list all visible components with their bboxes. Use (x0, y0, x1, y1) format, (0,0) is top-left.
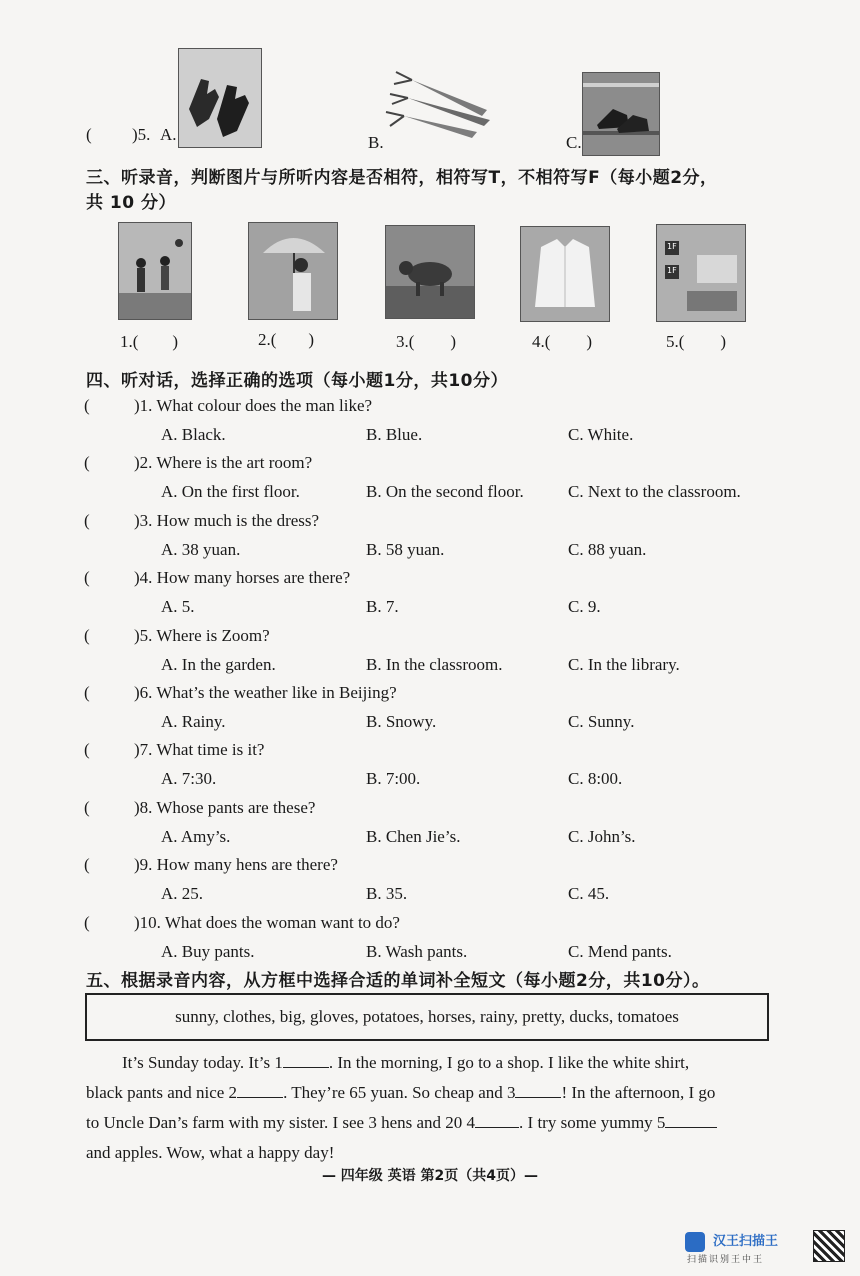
question-number: )5. (132, 125, 151, 144)
option-c[interactable]: C. 9. (568, 597, 601, 616)
option-c[interactable]: C. John’s. (568, 827, 636, 846)
passage-line-4: and apples. Wow, what a happy day! (86, 1143, 335, 1162)
blank-2[interactable] (237, 1097, 283, 1098)
section4-title: 四、听对话，选择正确的选项（每小题1分，共10分） (86, 371, 508, 391)
option-b[interactable]: B. 7:00. (366, 769, 421, 788)
option-a[interactable]: A. Buy pants. (161, 942, 255, 961)
shoes-icon (583, 73, 659, 155)
gloves-image (178, 48, 262, 148)
picture-label-4: 4.( ) (532, 332, 593, 351)
option-a[interactable]: A. Black. (161, 425, 226, 444)
question-text: )5. Where is Zoom? (134, 626, 270, 645)
blank-5[interactable] (665, 1127, 717, 1128)
basketball-image (118, 222, 192, 320)
word-box (85, 993, 769, 1041)
option-b[interactable]: B. Chen Jie’s. (366, 827, 461, 846)
option-c[interactable]: C. Mend pants. (568, 942, 672, 961)
answer-paren-open: ( (86, 125, 92, 144)
girl-with-umbrella-icon (249, 223, 337, 319)
carrots-icon (382, 68, 492, 148)
option-b[interactable]: B. Blue. (366, 425, 423, 444)
carrots-image (382, 68, 492, 148)
question-text: )10. What does the woman want to do? (134, 913, 400, 932)
passage-line-2: black pants and nice 2 . They’re 65 yuan. So cheap and 3 ! In the afternoon, I go (86, 1083, 716, 1102)
watermark-tagline: 扫描识别王中王 (687, 1255, 765, 1265)
option-b[interactable]: B. In the classroom. (366, 655, 503, 674)
question-text: )9. How many hens are there? (134, 855, 338, 874)
qr-code-icon (813, 1230, 845, 1262)
answer-paren[interactable]: ( (84, 740, 90, 759)
cow-image (385, 225, 475, 319)
question-text: )8. Whose pants are these? (134, 798, 316, 817)
answer-paren[interactable]: ( (84, 626, 90, 645)
section3-title-line2: 共 10 分） (86, 193, 176, 213)
option-c[interactable]: C. In the library. (568, 655, 680, 674)
passage-line-3: to Uncle Dan’s farm with my sister. I see 3 hens and 20 4 . I try some yummy 5 (86, 1108, 776, 1137)
option-a[interactable]: A. 25. (161, 884, 204, 903)
section3-title-line1: 三、听录音，判断图片与所听内容是否相符，相符写T，不相符写F（每小题2分， (86, 168, 718, 188)
blank-1[interactable] (283, 1067, 329, 1068)
question-text: )3. How much is the dress? (134, 511, 320, 530)
question-text: )7. What time is it? (134, 740, 265, 759)
option-c[interactable]: C. 45. (568, 884, 610, 903)
basketball-players-icon (119, 223, 191, 319)
gloves-icon (179, 49, 261, 147)
cow-icon (386, 226, 474, 318)
option-a[interactable]: A. 7:30. (161, 769, 217, 788)
picture-label-3: 3.( ) (396, 332, 457, 351)
page-footer: — 四年级 英语 第2页（共4页）— (321, 1168, 539, 1184)
watermark-name: 汉王扫描王 (713, 1234, 779, 1249)
question-text: )4. How many horses are there? (134, 568, 351, 587)
option-c[interactable]: C. 8:00. (568, 769, 623, 788)
question-text: )1. What colour does the man like? (134, 396, 373, 415)
white-shirt-icon (521, 227, 609, 321)
option-c-label: C. (566, 133, 582, 152)
option-b[interactable]: B. 35. (366, 884, 408, 903)
option-c[interactable]: C. Next to the classroom. (568, 482, 741, 501)
option-a[interactable]: A. In the garden. (161, 655, 276, 674)
picture-label-2: 2.( ) (258, 330, 315, 349)
word-bank: sunny, clothes, big, gloves, potatoes, horses, rainy, pretty, ducks, tomatoes (175, 1007, 679, 1026)
scanner-logo-icon (685, 1232, 705, 1252)
option-a[interactable]: A. Rainy. (161, 712, 226, 731)
answer-paren[interactable]: ( (84, 798, 90, 817)
section5-title: 五、根据录音内容，从方框中选择合适的单词补全短文（每小题2分，共10分）。 (86, 971, 710, 991)
shirt-image (520, 226, 610, 322)
answer-paren[interactable]: ( (84, 855, 90, 874)
answer-paren[interactable]: ( (84, 913, 90, 932)
answer-paren[interactable]: ( (84, 511, 90, 530)
option-a[interactable]: A. On the first floor. (161, 482, 300, 501)
option-b[interactable]: B. Wash pants. (366, 942, 468, 961)
classroom-image (656, 224, 746, 322)
option-b[interactable]: B. 7. (366, 597, 399, 616)
option-c[interactable]: C. Sunny. (568, 712, 635, 731)
scanner-watermark (687, 1230, 808, 1270)
option-c[interactable]: C. White. (568, 425, 634, 444)
option-a[interactable]: A. Amy’s. (161, 827, 231, 846)
answer-paren[interactable]: ( (84, 568, 90, 587)
blank-4[interactable] (475, 1127, 519, 1128)
passage-line-1: It’s Sunday today. It’s 1 . In the morning, I go to a shop. I like the white shirt, (122, 1053, 690, 1072)
option-b-label: B. (368, 133, 384, 152)
floor-sign: 1F (667, 242, 677, 251)
question-text: )6. What’s the weather like in Beijing? (134, 683, 397, 702)
option-b[interactable]: B. 58 yuan. (366, 540, 445, 559)
question-text: )2. Where is the art room? (134, 453, 313, 472)
answer-paren[interactable]: ( (84, 683, 90, 702)
option-a-label: A. (160, 125, 177, 144)
option-c[interactable]: C. 88 yuan. (568, 540, 647, 559)
umbrella-image (248, 222, 338, 320)
option-a[interactable]: A. 38 yuan. (161, 540, 241, 559)
answer-paren[interactable]: ( (84, 396, 90, 415)
shoes-image (582, 72, 660, 156)
option-a[interactable]: A. 5. (161, 597, 195, 616)
option-b[interactable]: B. Snowy. (366, 712, 437, 731)
answer-paren[interactable]: ( (84, 453, 90, 472)
picture-label-5: 5.( ) (666, 332, 727, 351)
picture-label-1: 1.( ) (120, 332, 179, 351)
floor-sign: 1F (667, 266, 677, 275)
option-b[interactable]: B. On the second floor. (366, 482, 524, 501)
blank-3[interactable] (515, 1097, 561, 1098)
